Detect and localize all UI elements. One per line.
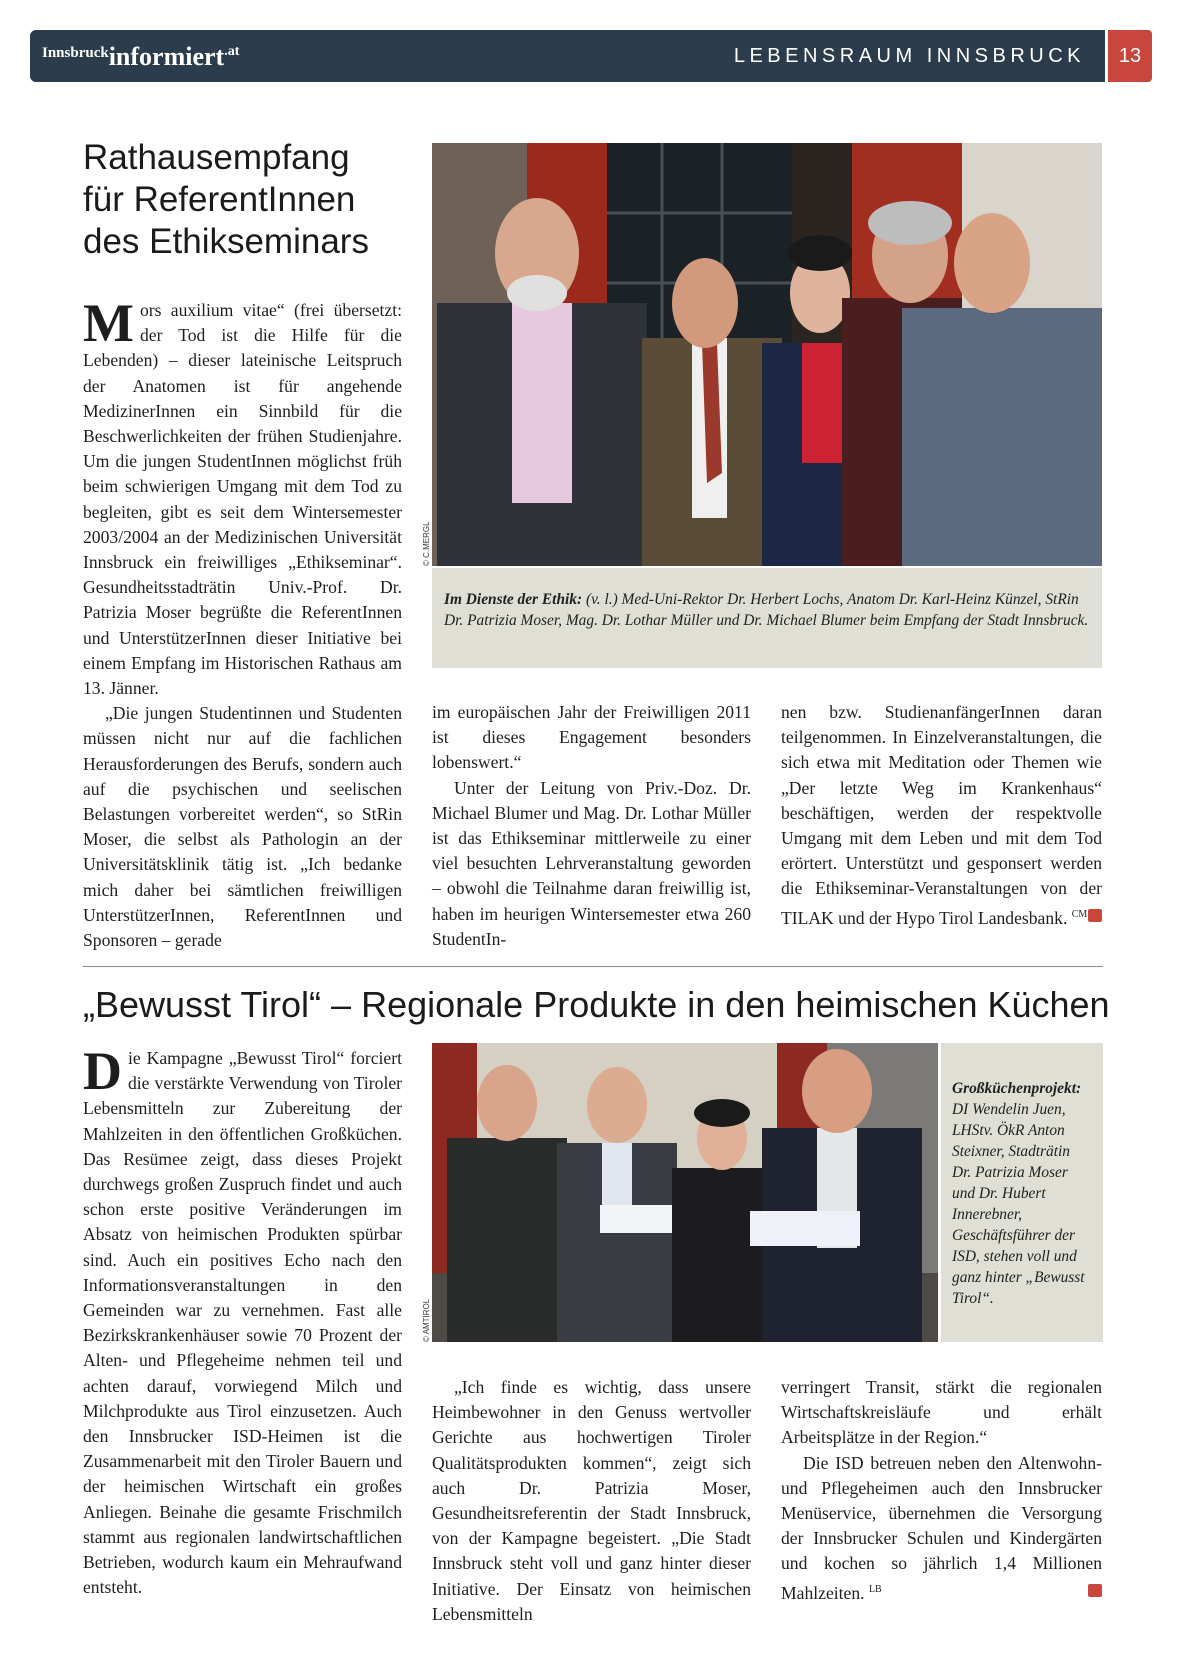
header-bar [30, 30, 1105, 82]
article2-col3-p1: verringert Transit, stärkt die regionalen Wirtschaftskreisläufe und erhält Arbeitsplätze in der Region.“ [781, 1377, 1102, 1448]
article2-photo [432, 1043, 938, 1342]
article2-photo-credit: © AMTIROL [422, 1298, 431, 1342]
article1-caption-text: (v. l.) Med-Uni-Rektor Dr. Herbert Lochs, Anatom Dr. Karl-Heinz Künzel, StRin Dr. Patrizia Moser, Mag. Dr. Lothar Müller und Dr. Michael Blumer beim Empfang der Stadt Innsbruck. [444, 591, 1089, 629]
article2-col1-p1: ie Kampagne „Bewusst Tirol“ forciert die verstärkte Verwendung von Tiroler Lebensmitteln zur Zubereitung der Mahlzeiten in den öffentlichen Großküchen. Das Resümee zeigt, dass dieses Projekt durchwegs großen Zuspruch findet und auch schon erste positive Veränderungen im Absatz von heimischen Produkten spürbar sind. Auch ein positives Echo nach den Informationsveranstaltungen in den Gemeinden war zu vernehmen. Fast alle Bezirkskrankenhäuser sowie 70 Prozent der Alten- und Pflegeheime nehmen teil und achten darauf, vorwiegend Milch und Milchprodukte aus Tirol einzusetzen. Auch den Innsbrucker ISD-Heimen ist die Zusammenarbeit mit den Tiroler Bauern und der heimischen Wirtschaft ein großes Anliegen. Beinahe die gesamte Frischmilch stammt aus regionalen landwirtschaftlichen Betrieben, wodurch kaum ein Mehraufwand entsteht. [83, 1048, 402, 1598]
article1-col1-p2: „Die jungen Studentinnen und Studenten müssen nicht nur auf die fachlichen Herausforderungen des Berufs, sondern auch auf die psychischen und seelischen Belastungen vorbereitet werden“, so StRin Moser, die selbst als Pathologin an der Universitätsklinik tätig ist. „Ich bedanke mich daher bei sämtlichen freiwilligen UnterstützerInnen, ReferentInnen und Sponsoren – gerade [83, 703, 402, 951]
article1-col2-p2: Unter der Leitung von Priv.-Doz. Dr. Michael Blumer und Mag. Dr. Lothar Müller ist das Ethikseminar mittlerweile zu einer viel besuchten Lehrveranstaltung geworden – obwohl die Teilnahme daran freiwillig ist, haben im heurigen Wintersemester etwa 260 StudentIn- [432, 777, 751, 949]
article2-caption-text: DI Wendelin Juen, LHStv. ÖkR Anton Steixner, Stadträtin Dr. Patrizia Moser und Dr. Hubert Innerebner, Geschäftsführer der ISD, stehen voll und ganz hinter „Bewusst Tirol“. [952, 1101, 1085, 1307]
end-of-article-mark [1088, 909, 1102, 922]
brand-small: Innsbruck [42, 45, 109, 61]
article2-col3-p2: Die ISD betreuen neben den Altenwohn- und Pflegeheimen auch den Innsbrucker Menüservice, übernehmen die Versorgung der Innsbrucker Schulen und Kindergärten und kochen so jährlich 1,4 Millionen Mahlzeiten. [781, 1452, 1102, 1603]
article1-col2-p1: im europäischen Jahr der Freiwilligen 2011 ist dieses Engagement besonders lobenswert.“ [432, 702, 751, 773]
article2-col2-p1: „Ich finde es wichtig, dass unsere Heimbewohner in den Genuss wertvoller Gerichte aus hochwertigen Tiroler Qualitätsprodukten kommen“, zeigt sich auch Dr. Patrizia Moser, Gesundheitsreferentin der Stadt Innsbruck, von der Kampagne begeistert. „Die Stadt Innsbruck steht voll und ganz hinter dieser Initiative. Der Einsatz von heimischen Lebensmitteln [432, 1377, 751, 1624]
article1-col3-p1: nen bzw. StudienanfängerInnen daran teilgenommen. In Einzelveranstaltungen, die sich etwa mit Meditation oder Themen wie „Der letzte Weg im Krankenhaus“ beschäftigen, werden der respektvolle Umgang mit dem Leben und mit dem Tod erörtert. Unterstützt und gesponsert werden die Ethikseminar-Veranstaltungen von der TILAK und der Hypo Tirol Landesbank. [781, 702, 1102, 928]
article1-dropcap: M [83, 293, 134, 353]
article1-title: Rathausempfang für ReferentInnen des Ethikseminars [83, 138, 369, 261]
article1-column-3 [781, 700, 1102, 931]
article1-photo-credit: © C.MERGL [422, 521, 431, 566]
article1-caption [432, 568, 1102, 668]
brand-main: informiert [108, 42, 225, 71]
article1-caption-bold: Im Dienste der Ethik: [444, 591, 583, 608]
section-title: LEBENSRAUM INNSBRUCK [733, 45, 1085, 67]
page-number: 13 [1108, 30, 1152, 82]
brand-suffix: .at [224, 44, 240, 59]
article2-caption-bold: Großküchenprojekt: [952, 1080, 1082, 1097]
article1-photo [432, 143, 1102, 566]
article2-title: „Bewusst Tirol“ – Regionale Produkte in den heimischen Küchen [83, 984, 1110, 1025]
article2-column-1 [83, 1041, 402, 1600]
article2-column-2 [432, 1375, 751, 1627]
article1-author-signature: CM [1071, 908, 1088, 920]
article2-dropcap: D [83, 1041, 122, 1101]
article2-author-signature: LB [868, 1583, 882, 1595]
article1-column-2 [432, 700, 751, 952]
article1-column-1 [83, 293, 402, 953]
article-divider [83, 966, 1103, 967]
article1-col1-p1: ors auxilium vitae“ (frei übersetzt: der Tod ist die Hilfe für die Lebenden) – dieser lateinische Leitspruch der Anatomen ist für angehende MedizinerInnen ein Sinnbild für die Beschwerlichkeiten der frühen Studienjahre. Um die jungen StudentInnen möglichst früh beim schwierigen Umgang mit dem Tod zu begleiten, gibt es seit dem Wintersemester 2003/2004 an der Medizinischen Universität Innsbruck ein freiwilliges „Ethikseminar“. Gesundheitsstadträtin Univ.-Prof. Dr. Patrizia Moser begrüßte die ReferentInnen und UnterstützerInnen dieser Initiative bei einem Empfang im Historischen Rathaus am 13. Jänner. [83, 300, 402, 699]
article2-column-3 [781, 1375, 1102, 1606]
end-of-article-mark [1088, 1584, 1102, 1597]
article2-caption [941, 1043, 1103, 1342]
brand-logo[interactable] [42, 42, 239, 72]
